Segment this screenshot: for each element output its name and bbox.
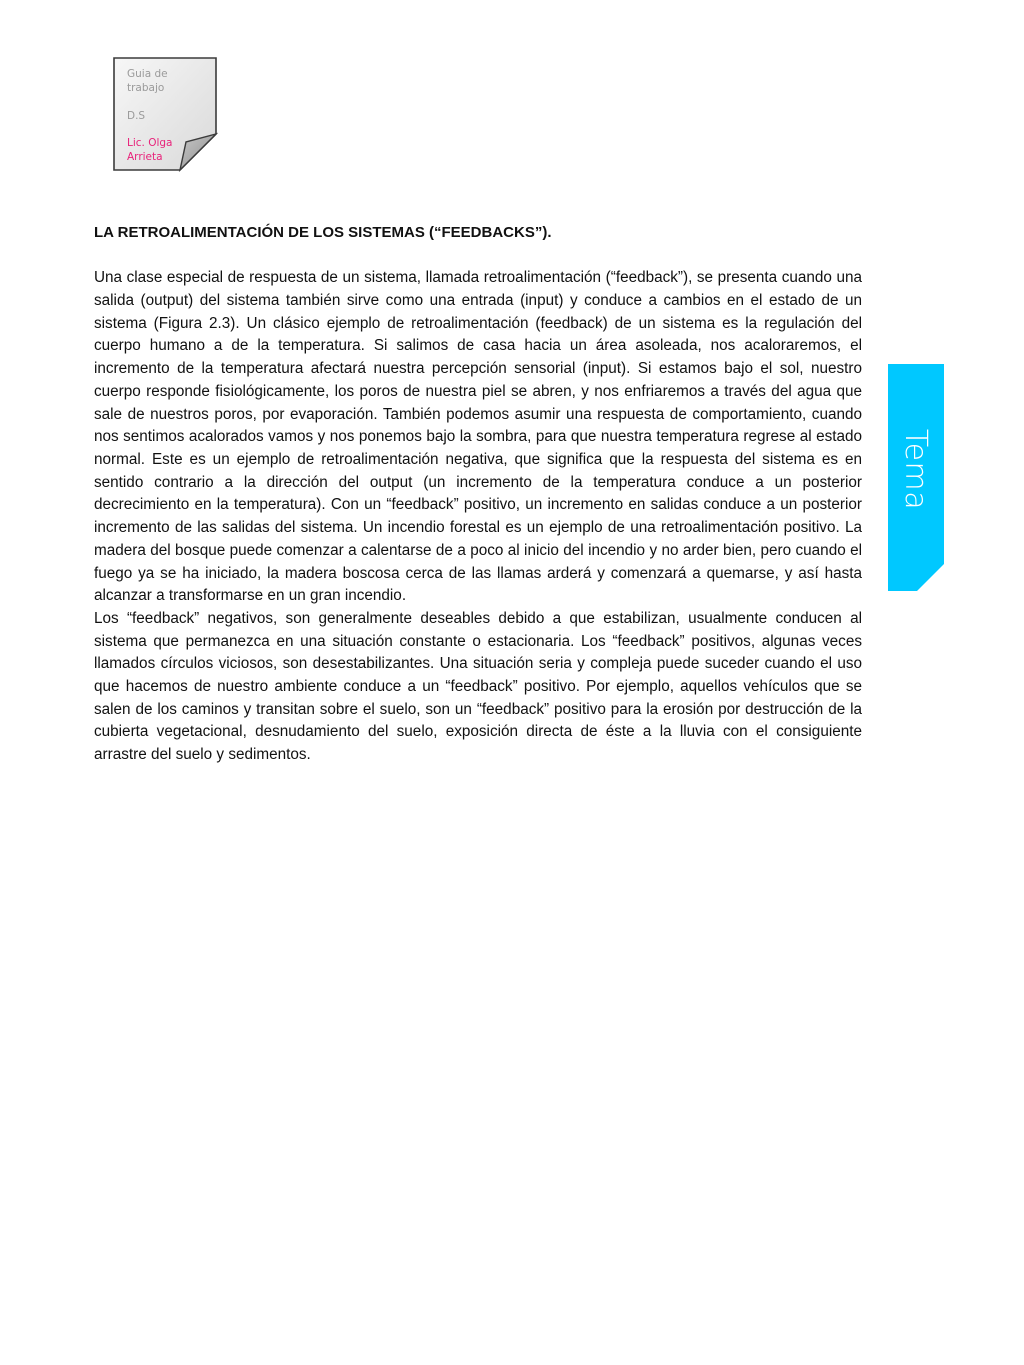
document-body	[94, 222, 862, 767]
note-card-text	[127, 67, 199, 164]
note-card-author: Lic. Olga Arrieta	[127, 137, 173, 163]
side-tab-label: Tema	[898, 428, 934, 510]
document-title: LA RETROALIMENTACIÓN DE LOS SISTEMAS (“FEEDBACKS”).	[94, 224, 552, 241]
note-card	[112, 56, 218, 172]
side-tab	[888, 364, 944, 591]
paragraph-1: Una clase especial de respuesta de un sistema, llamada retroalimentación (“feedback”), se presenta cuando una salida (output) del sistema también sirve como una entrada (input) y conduce a cambios en el estado de un sistema (Figura 2.3). Un clásico ejemplo de retroalimentación (feedback) de un sistema es la regulación del cuerpo humano a de la temperatura. Si salimos de casa hacia un área asoleada, nos acaloraremos, el incremento de la temperatura afectará nuestra percepción sensorial (input). Si estamos bajo el sol, nuestro cuerpo responde fisiológicamente, los poros de nuestra piel se abren, y nos enfriaremos a través del agua que sale de nuestros poros, por evaporación. También podemos asumir una respuesta de comportamiento, cuando nos sentimos acalorados vamos y nos ponemos bajo la sombra, para que nuestra temperatura regrese al estado normal. Este es un ejemplo de retroalimentación negativa, que significa que la respuesta del sistema es en sentido contrario a la dirección del output (un incremento de la temperatura conduce a un posterior decrecimiento en la temperatura). Con un “feedback” positivo, un incremento en salidas conduce a un posterior incremento de las salidas del sistema. Un incendio forestal es un ejemplo de una retroalimentación positivo. La madera del bosque puede comenzar a calentarse de a poco al inicio del incendio y no arder bien, pero cuando el fuego ya se ha iniciado, la madera boscosa cerca de las llamas arderá y comenzará a quemarse, y así hasta alcanzar a transformarse en un gran incendio.	[94, 269, 862, 605]
note-card-title: Guia de trabajo	[127, 68, 168, 94]
paragraph-2: Los “feedback” negativos, son generalmente deseables debido a que estabilizan, usualmente conducen al sistema que permanezca en una situación constante o estacionaria. Los “feedback” positivos, algunas veces llamados círculos viciosos, son desestabilizantes. Una situación seria y compleja puede suceder cuando el uso que hacemos de nuestro ambiente conduce a un “feedback” positivo. Por ejemplo, aquellos vehículos que se salen de los caminos y transitan sobre el suelo, son un “feedback” positivo para la erosión por destrucción de la cubierta vegetacional, desnudamiento del suelo, exposición directa de éste a la lluvia con el consiguiente arrastre del suelo y sedimentos.	[94, 609, 862, 764]
note-card-subject: D.S	[127, 110, 146, 122]
